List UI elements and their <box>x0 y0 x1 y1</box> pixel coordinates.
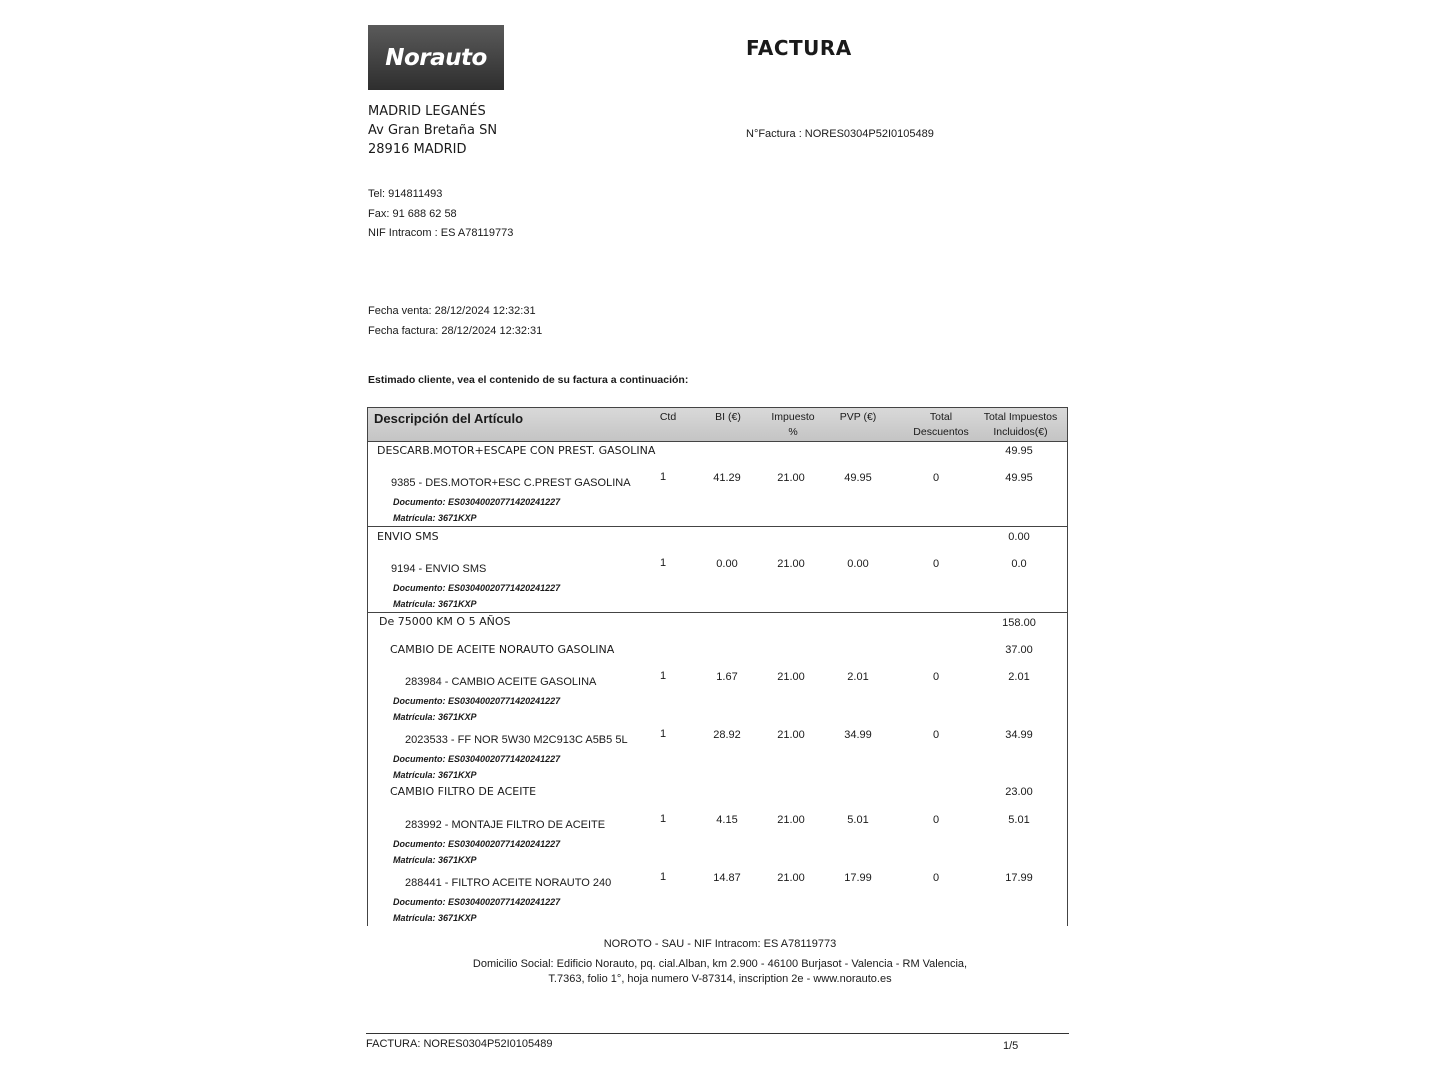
group-label: ENVIO SMS <box>377 530 439 543</box>
line-impuesto: 21.00 <box>777 872 805 884</box>
fecha-factura: Fecha factura: 28/12/2024 12:32:31 <box>368 325 543 337</box>
line-matricula: Matrícula: 3671KXP <box>393 770 477 780</box>
col-descuentos-line1: Total <box>929 411 953 423</box>
row-divider <box>368 526 1067 527</box>
subgroup-label: CAMBIO DE ACEITE NORAUTO GASOLINA <box>390 643 615 656</box>
logo-text: Norauto <box>385 44 487 71</box>
line-descuento: 0 <box>932 814 940 826</box>
line-ctd: 1 <box>659 471 667 483</box>
line-ctd: 1 <box>659 728 667 740</box>
line-impuesto: 21.00 <box>777 814 805 826</box>
line-impuesto: 21.00 <box>777 671 805 683</box>
store-street: Av Gran Bretaña SN <box>368 123 498 138</box>
line-pvp: 49.95 <box>844 472 872 484</box>
line-pvp: 2.01 <box>847 671 869 683</box>
subgroup-total: 23.00 <box>1005 786 1033 798</box>
line-bi: 28.92 <box>713 729 741 741</box>
document-title: FACTURA <box>746 36 852 60</box>
line-descuento: 0 <box>932 558 940 570</box>
line-matricula: Matrícula: 3671KXP <box>393 855 477 865</box>
line-total: 2.01 <box>1008 671 1030 683</box>
store-nif: NIF Intracom : ES A78119773 <box>368 227 514 239</box>
col-total <box>978 410 1063 440</box>
line-matricula: Matrícula: 3671KXP <box>393 913 477 923</box>
line-description: 9385 - DES.MOTOR+ESC C.PREST GASOLINA <box>391 477 631 489</box>
line-description: 283992 - MONTAJE FILTRO DE ACEITE <box>405 819 606 831</box>
invoice-table <box>367 407 1068 926</box>
line-impuesto: 21.00 <box>777 472 805 484</box>
group-total: 49.95 <box>1005 445 1033 457</box>
col-descuentos <box>906 410 976 440</box>
col-impuesto-line2: % <box>788 426 798 438</box>
line-impuesto: 21.00 <box>777 729 805 741</box>
col-ctd: Ctd <box>659 411 677 423</box>
subgroup-label: CAMBIO FILTRO DE ACEITE <box>390 785 537 798</box>
col-bi: BI (€) <box>715 411 741 423</box>
footer-invoice-ref: FACTURA: NORES0304P52I0105489 <box>366 1038 553 1050</box>
line-bi: 4.15 <box>716 814 738 826</box>
fecha-venta: Fecha venta: 28/12/2024 12:32:31 <box>368 305 536 317</box>
table-header <box>368 408 1067 442</box>
line-descuento: 0 <box>932 472 940 484</box>
line-ctd: 1 <box>659 871 667 883</box>
subgroup-total: 37.00 <box>1005 644 1033 656</box>
line-description: 2023533 - FF NOR 5W30 M2C913C A5B5 5L <box>405 734 628 746</box>
group-total: 0.00 <box>1008 531 1030 543</box>
line-matricula: Matrícula: 3671KXP <box>393 513 477 523</box>
col-descuentos-line2: Descuentos <box>913 426 969 438</box>
intro-text: Estimado cliente, vea el contenido de su factura a continuación: <box>368 374 689 386</box>
store-tel: Tel: 914811493 <box>368 188 443 200</box>
col-pvp: PVP (€) <box>839 411 877 423</box>
line-description: 9194 - ENVIO SMS <box>391 563 487 575</box>
store-name: MADRID LEGANÉS <box>368 104 486 119</box>
col-total-line1: Total Impuestos <box>983 411 1058 423</box>
store-city: 28916 MADRID <box>368 142 467 157</box>
line-documento: Documento: ES03040020771420241227 <box>393 497 561 507</box>
line-ctd: 1 <box>659 557 667 569</box>
line-documento: Documento: ES03040020771420241227 <box>393 696 561 706</box>
line-total: 0.0 <box>1011 558 1027 570</box>
line-matricula: Matrícula: 3671KXP <box>393 599 477 609</box>
invoice-number: N°Factura : NORES0304P52I0105489 <box>746 128 934 140</box>
footer-divider <box>366 1033 1069 1034</box>
line-documento: Documento: ES03040020771420241227 <box>393 897 561 907</box>
line-bi: 1.67 <box>716 671 738 683</box>
footer-company: NOROTO - SAU - NIF Intracom: ES A78119773 <box>603 938 837 950</box>
line-ctd: 1 <box>659 813 667 825</box>
line-bi: 14.87 <box>713 872 741 884</box>
line-total: 34.99 <box>1005 729 1033 741</box>
line-documento: Documento: ES03040020771420241227 <box>393 839 561 849</box>
page-number: 1/5 <box>1003 1040 1019 1052</box>
line-descuento: 0 <box>932 729 940 741</box>
col-impuesto <box>763 410 823 440</box>
line-description: 288441 - FILTRO ACEITE NORAUTO 240 <box>405 877 612 889</box>
group-label: De 75000 KM O 5 AÑOS <box>379 615 511 628</box>
col-total-line2: Incluidos(€) <box>993 426 1048 438</box>
line-impuesto: 21.00 <box>777 558 805 570</box>
line-documento: Documento: ES03040020771420241227 <box>393 754 561 764</box>
line-bi: 41.29 <box>713 472 741 484</box>
col-description: Descripción del Artículo <box>374 411 524 426</box>
line-pvp: 17.99 <box>844 872 872 884</box>
footer-domicilio: Domicilio Social: Edificio Norauto, pq. cial.Alban, km 2.900 - 46100 Burjasot - Valencia - RM Valencia, <box>472 958 968 970</box>
norauto-logo <box>368 25 504 90</box>
line-total: 49.95 <box>1005 472 1033 484</box>
line-descuento: 0 <box>932 872 940 884</box>
line-total: 5.01 <box>1008 814 1030 826</box>
line-pvp: 0.00 <box>847 558 869 570</box>
line-pvp: 34.99 <box>844 729 872 741</box>
row-divider <box>368 612 1067 613</box>
line-description: 283984 - CAMBIO ACEITE GASOLINA <box>405 676 597 688</box>
line-documento: Documento: ES03040020771420241227 <box>393 583 561 593</box>
line-descuento: 0 <box>932 671 940 683</box>
footer-registro: T.7363, folio 1°, hoja numero V-87314, inscription 2e - www.norauto.es <box>548 973 892 985</box>
line-matricula: Matrícula: 3671KXP <box>393 712 477 722</box>
col-impuesto-line1: Impuesto <box>771 411 815 423</box>
group-total: 158.00 <box>1002 617 1036 629</box>
line-total: 17.99 <box>1005 872 1033 884</box>
store-fax: Fax: 91 688 62 58 <box>368 208 457 220</box>
line-bi: 0.00 <box>716 558 738 570</box>
group-label: DESCARB.MOTOR+ESCAPE CON PREST. GASOLINA <box>377 444 656 457</box>
line-ctd: 1 <box>659 670 667 682</box>
line-pvp: 5.01 <box>847 814 869 826</box>
